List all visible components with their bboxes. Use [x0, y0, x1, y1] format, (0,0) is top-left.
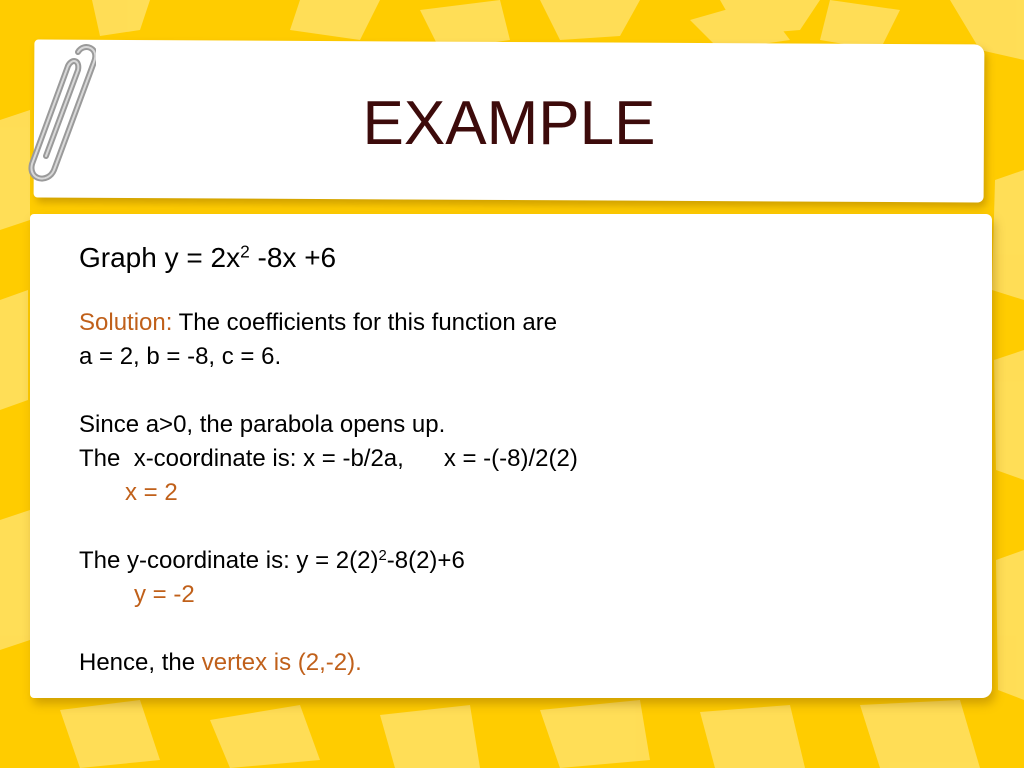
x-coordinate-line: The x-coordinate is: x = -b/2a, x = -(-8)/2(2)	[79, 445, 578, 472]
solution-line: Solution: The coefficients for this function are	[79, 309, 558, 336]
slide-content	[79, 238, 959, 680]
solution-label: Solution:	[79, 309, 173, 336]
opens-up-line: Since a>0, the parabola opens up.	[79, 411, 446, 438]
y-coordinate-line: The y-coordinate is: $y = 2(2)^2-8(2)+6$	[79, 547, 465, 574]
conclusion-line: Hence, the vertex is (2,-2).	[79, 649, 362, 676]
x-coordinate-result: x = 2	[125, 479, 178, 506]
vertex-highlight: vertex is (2,-2).	[201, 649, 362, 676]
slide-title: EXAMPLE	[362, 89, 656, 158]
coefficients-line: a = 2, b = -8, c = 6.	[79, 343, 282, 370]
problem-statement: Graph $y = 2x^2$ -8x +6	[79, 241, 337, 273]
y-coordinate-result: y = -2	[134, 581, 195, 608]
paperclip-icon	[18, 38, 96, 184]
